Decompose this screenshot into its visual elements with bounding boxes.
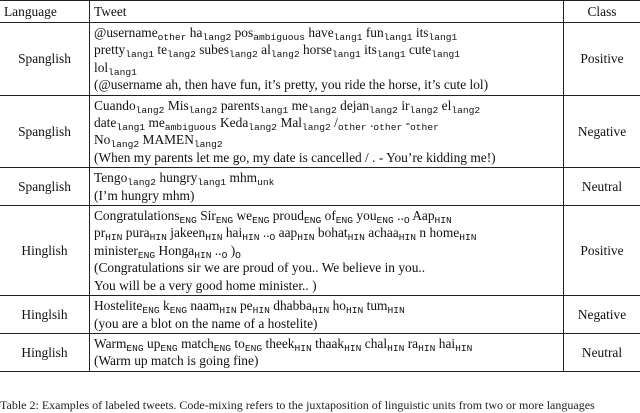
token-word: el [442, 98, 452, 113]
tweet-token [181, 336, 231, 351]
tweet-token [292, 98, 337, 113]
tweet-token [220, 115, 277, 130]
token-language-tag: HIN [253, 305, 270, 316]
tweet-token [334, 115, 367, 130]
token-language-tag: O [404, 215, 410, 226]
tweet-token [419, 225, 476, 240]
token-language-tag: ENG [214, 343, 231, 354]
token-language-tag: lang1 [334, 32, 363, 43]
token-word: Aap [412, 208, 434, 223]
tweet-token [190, 298, 236, 313]
table-row [0, 95, 640, 168]
tweet-token [157, 42, 195, 57]
token-word: pos [235, 25, 254, 40]
tweet-token [230, 170, 275, 185]
row-class: Negative [564, 296, 640, 334]
tweet-line [94, 297, 559, 314]
token-language-tag: lang2 [410, 105, 439, 116]
header-tweet: Tweet [90, 1, 564, 23]
row-class: Negative [564, 95, 640, 168]
token-language-tag: HIN [294, 343, 311, 354]
tweet-token [163, 298, 187, 313]
row-language: Spanglish [0, 168, 90, 206]
tweet-token [190, 25, 231, 40]
tweet-token [226, 225, 260, 240]
token-language-tag: ENG [216, 215, 233, 226]
token-language-tag: ambiguous [253, 32, 305, 43]
tweet-token [279, 225, 315, 240]
row-language: Hinglish [0, 333, 90, 371]
token-word: te [157, 42, 167, 57]
row-tweet [90, 23, 564, 96]
tweet-token [406, 115, 439, 130]
token-word: Hostelite [94, 298, 142, 313]
token-language-tag: lang1 [125, 49, 154, 60]
token-word: Tengo [94, 170, 127, 185]
token-language-tag: ENG [180, 215, 197, 226]
row-class: Neutral [564, 333, 640, 371]
token-language-tag: HIN [399, 232, 416, 243]
token-word: n home [419, 225, 459, 240]
token-word: MAMEN [143, 132, 194, 147]
token-word: match [181, 336, 214, 351]
token-language-tag: O [235, 250, 241, 261]
token-word: Honga [159, 243, 195, 258]
token-word: ra [408, 336, 418, 351]
tweet-token [143, 132, 223, 147]
token-language-tag: HIN [194, 250, 211, 261]
tweet-token [236, 208, 269, 223]
token-language-tag: lang2 [136, 105, 165, 116]
tweet-token [401, 98, 438, 113]
token-word: to [234, 336, 244, 351]
tweet-translation: (Warm up match is going fine) [94, 352, 559, 369]
tweet-translation: (you are a blot on the name of a hostelite) [94, 315, 559, 332]
tweet-token [94, 336, 144, 351]
tweet-token [148, 115, 216, 130]
token-word: Warm [94, 336, 126, 351]
row-class: Positive [564, 23, 640, 96]
tweet-token [94, 170, 156, 185]
token-word: jakeen [170, 225, 205, 240]
row-tweet [90, 296, 564, 334]
tweet-line [94, 114, 559, 131]
token-language-tag: lang2 [271, 49, 300, 60]
token-language-tag: lang1 [431, 49, 460, 60]
token-word: .. [397, 208, 404, 223]
token-word: chal [365, 336, 387, 351]
token-word: parents [221, 98, 260, 113]
token-word: al [261, 42, 271, 57]
token-language-tag: HIN [297, 232, 314, 243]
token-language-tag: lang1 [116, 122, 145, 133]
token-word: we [236, 208, 252, 223]
tweet-token [199, 42, 258, 57]
token-word: ) [231, 243, 235, 258]
tweet-token [303, 42, 361, 57]
token-language-tag: lang2 [248, 122, 277, 133]
tweet-token [94, 208, 197, 223]
tweet-token [397, 208, 409, 223]
token-word: tum [367, 298, 388, 313]
token-word: Sir [200, 208, 216, 223]
tweet-token [94, 60, 137, 75]
tweet-token [364, 42, 405, 57]
table-caption: Table 2: Examples of labeled tweets. Code-mixing refers to the juxtaposition of linguistic units from two or more languages [0, 398, 595, 413]
token-language-tag: lang1 [108, 67, 137, 78]
table-header-row [0, 1, 640, 23]
token-word: No [94, 132, 110, 147]
token-word: cute [409, 42, 431, 57]
tweet-line [94, 169, 559, 186]
token-word: naam [190, 298, 219, 313]
token-word: subes [199, 42, 229, 57]
token-language-tag: ENG [142, 305, 159, 316]
token-word: lol [94, 60, 108, 75]
tweet-line [94, 97, 559, 114]
token-language-tag: ENG [304, 215, 321, 226]
token-word: .. [263, 225, 270, 240]
row-language: Hinglish [0, 206, 90, 296]
token-word: me [148, 115, 164, 130]
token-word: pretty [94, 42, 125, 57]
header-language: Language [0, 1, 90, 23]
token-word: k [163, 298, 170, 313]
table-row [0, 23, 640, 96]
row-tweet [90, 168, 564, 206]
token-word: pr [94, 225, 105, 240]
token-language-tag: HIN [459, 232, 476, 243]
token-word: aap [279, 225, 298, 240]
token-word: Mal [280, 115, 302, 130]
token-language-tag: ENG [138, 250, 155, 261]
tweet-line [94, 41, 559, 58]
tweet-line [94, 131, 559, 148]
token-language-tag: other [338, 122, 367, 133]
token-language-tag: ENG [377, 215, 394, 226]
tweet-token [442, 98, 480, 113]
tweet-token [416, 25, 457, 40]
tweet-token [147, 336, 178, 351]
tweet-token [265, 336, 311, 351]
tweet-token [333, 298, 364, 313]
tweet-token [308, 25, 362, 40]
table-row [0, 206, 640, 296]
token-word: dejan [340, 98, 369, 113]
token-word: mhm [230, 170, 258, 185]
token-word: thaak [315, 336, 344, 351]
token-language-tag: ENG [336, 215, 353, 226]
token-language-tag: HIN [105, 232, 122, 243]
token-word: ho [333, 298, 346, 313]
tweet-token [215, 243, 227, 258]
tweet-token [340, 98, 398, 113]
tweet-token [159, 170, 226, 185]
token-word: - [406, 115, 410, 130]
tweet-token [170, 225, 222, 240]
tweet-token [94, 243, 155, 258]
token-word: achaa [368, 225, 398, 240]
token-language-tag: HIN [242, 232, 259, 243]
tweet-token [126, 225, 167, 240]
tweet-token [366, 25, 413, 40]
token-language-tag: lang1 [377, 49, 406, 60]
token-language-tag: HIN [205, 232, 222, 243]
token-language-tag: lang1 [197, 177, 226, 188]
token-word: pe [240, 298, 253, 313]
token-language-tag: lang1 [429, 32, 458, 43]
token-language-tag: lang2 [194, 139, 223, 150]
tweet-token [94, 225, 122, 240]
tweet-token [235, 25, 305, 40]
row-tweet [90, 333, 564, 371]
tweet-token [318, 225, 365, 240]
tweet-token [94, 115, 145, 130]
token-word: pura [126, 225, 150, 240]
tweet-token [231, 243, 241, 258]
token-word: . [370, 115, 373, 130]
tweet-translation: (When my parents let me go, my date is cancelled / . - You’re kidding me!) [94, 149, 559, 166]
token-language-tag: lang2 [302, 122, 331, 133]
tweet-token [263, 225, 275, 240]
token-language-tag: lang2 [202, 32, 231, 43]
token-word: @username [94, 25, 158, 40]
token-language-tag: O [270, 232, 276, 243]
tweet-token [261, 42, 299, 57]
tweet-token [273, 298, 329, 313]
token-word: its [416, 25, 429, 40]
token-language-tag: lang1 [384, 32, 413, 43]
tweet-line [94, 24, 559, 41]
tweet-token [200, 208, 233, 223]
tweet-token [94, 298, 160, 313]
token-word: hungry [159, 170, 197, 185]
token-word: Congratulations [94, 208, 180, 223]
tweet-translation: (I’m hungry mhm) [94, 187, 559, 204]
row-language: Hinglsih [0, 296, 90, 334]
token-language-tag: HIN [150, 232, 167, 243]
token-language-tag: lang2 [308, 105, 337, 116]
tweet-token [368, 225, 416, 240]
row-language: Spanglish [0, 95, 90, 168]
tweet-token [367, 298, 405, 313]
row-language: Spanglish [0, 23, 90, 96]
tweet-translation: You will be a very good home minister.. ) [94, 277, 559, 294]
token-language-tag: lang1 [332, 49, 361, 60]
tweet-token [94, 25, 186, 40]
row-tweet [90, 206, 564, 296]
tweet-token [273, 208, 322, 223]
token-word: Mis [168, 98, 189, 113]
tweet-token [408, 336, 436, 351]
token-word: ha [190, 25, 203, 40]
token-word: you [356, 208, 376, 223]
tweet-token [94, 42, 154, 57]
token-word: have [308, 25, 333, 40]
tweet-token [280, 115, 330, 130]
token-word: hai [439, 336, 455, 351]
token-language-tag: lang2 [110, 139, 139, 150]
token-word: Keda [220, 115, 248, 130]
token-word: horse [303, 42, 332, 57]
token-language-tag: lang2 [229, 49, 258, 60]
token-language-tag: ENG [252, 215, 269, 226]
row-class: Neutral [564, 168, 640, 206]
token-word: theek [265, 336, 294, 351]
token-language-tag: HIN [418, 343, 435, 354]
token-language-tag: HIN [435, 215, 452, 226]
token-language-tag: O [222, 250, 228, 261]
token-word: .. [215, 243, 222, 258]
token-word: bohat [318, 225, 348, 240]
table-row [0, 168, 640, 206]
tweet-token [325, 208, 353, 223]
table-row [0, 333, 640, 371]
tweet-line [94, 335, 559, 352]
token-language-tag: lang2 [369, 105, 398, 116]
tweet-token [221, 98, 288, 113]
tweet-token [159, 243, 212, 258]
token-language-tag: HIN [219, 305, 236, 316]
token-language-tag: ENG [245, 343, 262, 354]
token-language-tag: ambiguous [165, 122, 217, 133]
tweet-token [412, 208, 452, 223]
token-word: up [147, 336, 160, 351]
tweet-line [94, 207, 559, 224]
token-language-tag: HIN [348, 232, 365, 243]
token-word: proud [273, 208, 304, 223]
token-language-tag: HIN [455, 343, 472, 354]
tweet-token [365, 336, 405, 351]
token-word: me [292, 98, 308, 113]
token-language-tag: ENG [126, 343, 143, 354]
token-word: / [334, 115, 338, 130]
token-language-tag: lang2 [189, 105, 218, 116]
token-word: its [364, 42, 377, 57]
tweet-token [409, 42, 460, 57]
tweet-token [94, 98, 164, 113]
tweet-token [439, 336, 473, 351]
token-language-tag: lang2 [451, 105, 480, 116]
tweet-line [94, 242, 559, 259]
token-language-tag: lang2 [127, 177, 156, 188]
tweet-token [356, 208, 393, 223]
token-language-tag: other [410, 122, 439, 133]
token-word: Cuando [94, 98, 136, 113]
token-language-tag: other [373, 122, 402, 133]
token-language-tag: HIN [387, 343, 404, 354]
token-word: minister [94, 243, 138, 258]
token-word: fun [366, 25, 384, 40]
token-language-tag: HIN [387, 305, 404, 316]
tweet-translation: (Congratulations sir we are proud of you.. We believe in you.. [94, 259, 559, 276]
row-tweet [90, 95, 564, 168]
token-word: ir [401, 98, 409, 113]
token-language-tag: other [158, 32, 187, 43]
token-language-tag: lang1 [259, 105, 288, 116]
tweet-token [240, 298, 270, 313]
row-class: Positive [564, 206, 640, 296]
token-language-tag: unk [257, 177, 274, 188]
table-row [0, 296, 640, 334]
tweet-token [94, 132, 139, 147]
token-language-tag: lang2 [167, 49, 196, 60]
tweet-token [234, 336, 262, 351]
token-language-tag: HIN [312, 305, 329, 316]
tweet-line [94, 59, 559, 76]
token-language-tag: ENG [170, 305, 187, 316]
token-language-tag: HIN [346, 305, 363, 316]
token-word: date [94, 115, 116, 130]
token-word: hai [226, 225, 242, 240]
tweet-token [370, 115, 402, 130]
tweet-token [168, 98, 218, 113]
tweet-token [315, 336, 361, 351]
header-class: Class [564, 1, 640, 23]
tweet-line [94, 224, 559, 241]
token-language-tag: HIN [344, 343, 361, 354]
token-word: of [325, 208, 336, 223]
token-language-tag: ENG [160, 343, 177, 354]
tweet-translation: (@username ah, then have fun, it’s pretty, you ride the horse, it’s cute lol) [94, 76, 559, 93]
token-word: dhabba [273, 298, 312, 313]
